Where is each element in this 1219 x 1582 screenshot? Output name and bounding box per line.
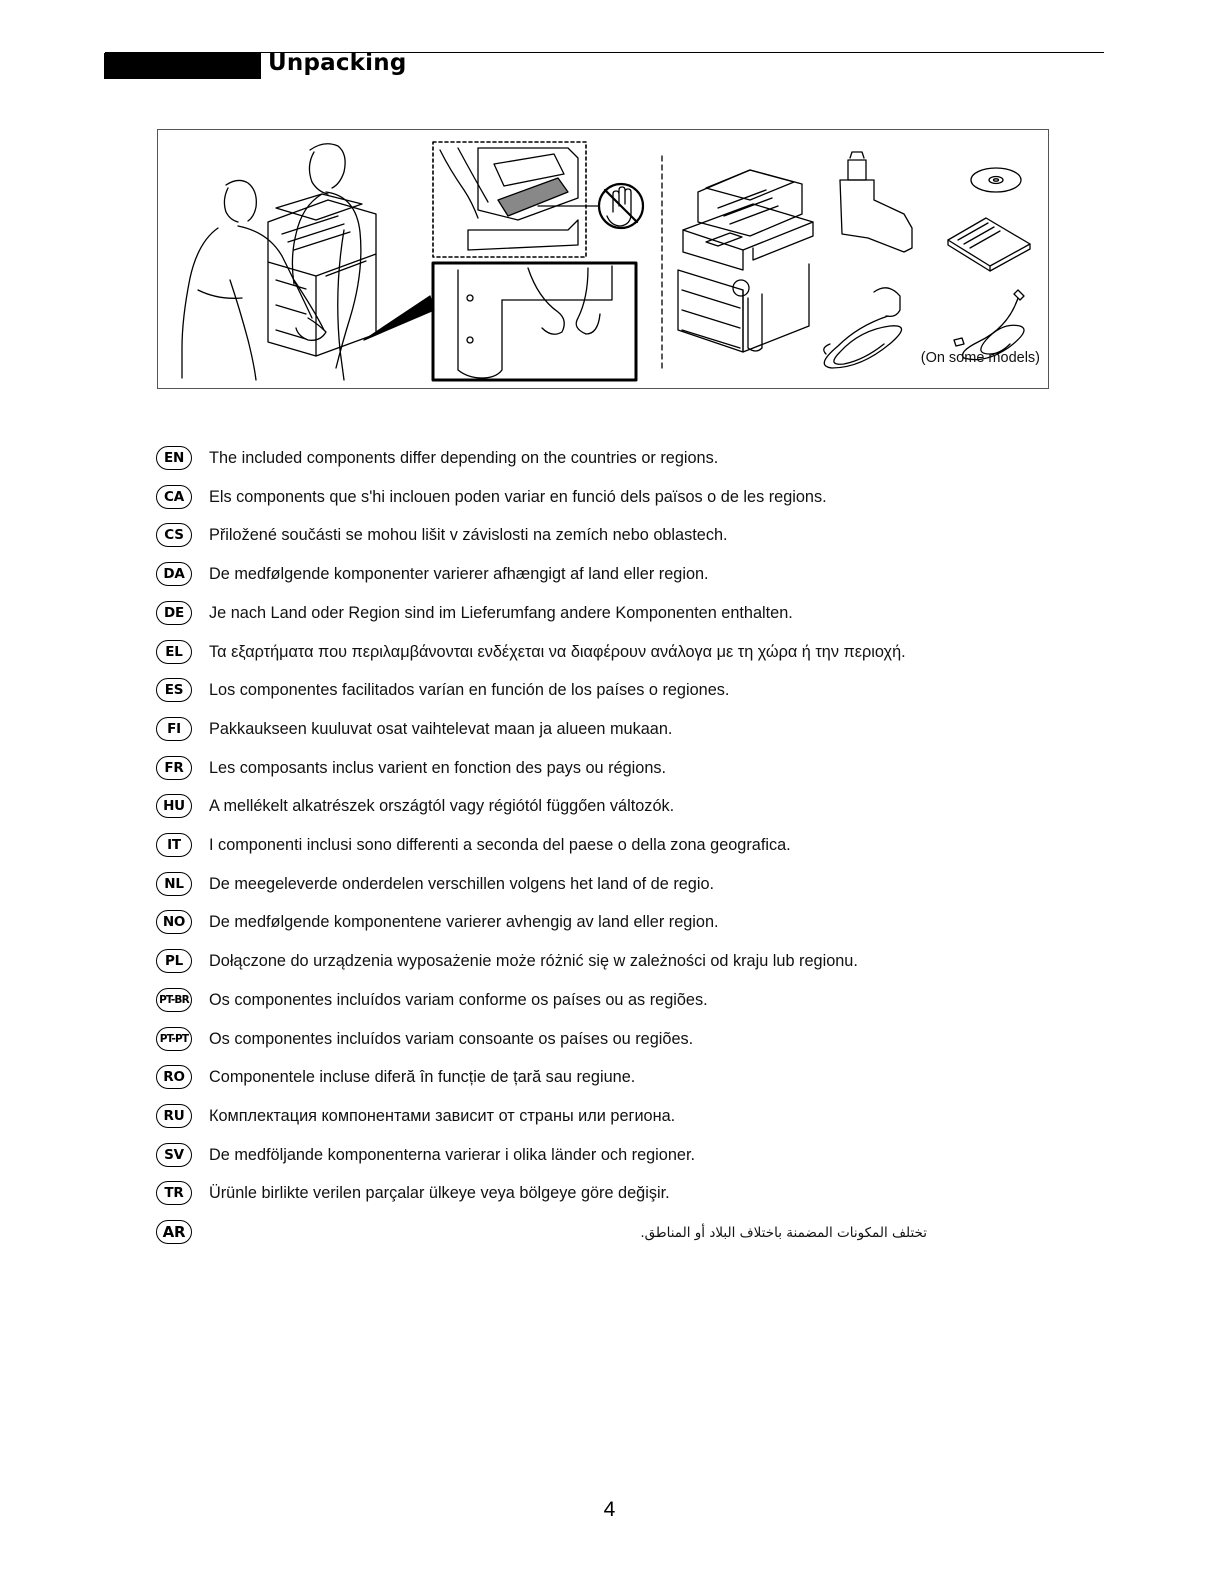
language-text-no: De medfølgende komponentene varierer avhengig av land eller region. — [209, 913, 719, 932]
language-text-ro: Componentele incluse diferă în funcție de țară sau regiune. — [209, 1068, 636, 1087]
unpacking-illustration — [158, 130, 1050, 390]
language-badge-nl: NL — [156, 872, 192, 896]
page-number: 4 — [603, 1498, 616, 1521]
language-row-es — [155, 676, 1115, 706]
language-badge-de: DE — [156, 601, 192, 625]
carry-handle-detail-icon — [458, 266, 612, 378]
language-text-pt-pt: Os componentes incluídos variam consoante os países ou regiões. — [209, 1029, 694, 1048]
language-text-nl: De meegeleverde onderdelen verschillen volgens het land of de regio. — [209, 874, 715, 893]
language-row-ru — [155, 1102, 1115, 1132]
language-badge-sv: SV — [156, 1143, 192, 1167]
cd-rom-icon — [971, 168, 1021, 192]
language-row-cs — [155, 521, 1115, 551]
language-badge-cs: CS — [156, 523, 192, 547]
language-badge-el: EL — [156, 640, 192, 664]
printer-icon — [678, 170, 813, 352]
language-text-pt-br: Os componentes incluídos variam conforme os países ou as regiões. — [209, 990, 708, 1009]
power-cord-icon — [824, 288, 902, 368]
language-badge-ro: RO — [156, 1065, 192, 1089]
language-text-ru: Комплектация компонентами зависит от страны или региона. — [209, 1106, 676, 1125]
language-badge-fr: FR — [156, 756, 192, 780]
language-text-hu: A mellékelt alkatrészek országtól vagy régiótól függően változók. — [209, 797, 675, 816]
language-row-sv — [155, 1141, 1115, 1171]
language-row-hu — [155, 792, 1115, 822]
language-text-da: De medfølgende komponenter varierer afhængigt af land eller region. — [209, 565, 709, 584]
language-text-ar: تختلف المكونات المضمنة باختلاف البلاد أو المناطق. — [640, 1225, 927, 1241]
language-row-en — [155, 444, 1115, 474]
language-badge-hu: HU — [156, 794, 192, 818]
language-text-sv: De medföljande komponenterna varierar i olika länder och regioner. — [209, 1145, 696, 1164]
language-badge-ar: AR — [156, 1220, 192, 1244]
language-badge-fi: FI — [156, 717, 192, 741]
language-badge-es: ES — [156, 678, 192, 702]
language-row-pt-pt — [155, 1025, 1115, 1055]
language-badge-ca: CA — [156, 485, 192, 509]
language-badge-ru: RU — [156, 1104, 192, 1128]
on-some-models-note: (On some models) — [920, 350, 1040, 366]
do-not-touch-icon — [599, 184, 643, 228]
language-text-cs: Přiložené součásti se mohou lišit v závislosti na zemích nebo oblastech. — [209, 526, 728, 545]
language-row-de — [155, 599, 1115, 629]
header-black-bar — [104, 53, 261, 79]
person-left-icon — [182, 180, 326, 380]
language-text-ca: Els components que s'hi inclouen poden variar en funció dels països o de les regions. — [209, 487, 827, 506]
language-row-nl — [155, 870, 1115, 900]
language-row-ca — [155, 483, 1115, 513]
language-badge-it: IT — [156, 833, 192, 857]
language-badge-pt-pt: PT-PT — [156, 1027, 192, 1051]
language-row-pt-br — [155, 986, 1115, 1016]
language-text-de: Je nach Land oder Region sind im Lieferumfang andere Komponenten enthalten. — [209, 603, 793, 622]
language-text-en: The included components differ depending on the countries or regions. — [209, 449, 719, 467]
language-row-ro — [155, 1063, 1115, 1093]
language-badge-en: EN — [156, 446, 192, 470]
language-text-fi: Pakkaukseen kuuluvat osat vaihtelevat maan ja alueen mukaan. — [209, 719, 673, 738]
language-row-fi — [155, 715, 1115, 745]
language-row-el — [155, 638, 1115, 668]
language-badge-pl: PL — [156, 949, 192, 973]
language-badge-tr: TR — [156, 1181, 192, 1205]
language-text-fr: Les composants inclus varient en fonction des pays ou régions. — [209, 758, 667, 777]
do-not-hold-detail-icon — [440, 148, 578, 250]
page-title: Unpacking — [268, 50, 407, 76]
language-row-pl — [155, 947, 1115, 977]
toner-container-icon — [840, 152, 912, 252]
language-row-no — [155, 908, 1115, 938]
language-row-it — [155, 831, 1115, 861]
language-row-fr — [155, 754, 1115, 784]
language-row-ar — [155, 1218, 1115, 1248]
manuals-icon — [948, 218, 1030, 271]
language-badge-no: NO — [156, 910, 192, 934]
unpacking-figure — [157, 129, 1049, 389]
language-text-es: Los componentes facilitados varían en función de los países o regiones. — [209, 681, 730, 700]
language-text-pl: Dołączone do urządzenia wyposażenie może różnić się w zależności od kraju lub regionu. — [209, 952, 858, 971]
person-right-icon — [292, 144, 360, 380]
language-text-it: I componenti inclusi sono differenti a seconda del paese o della zona geografica. — [209, 836, 791, 854]
language-text-el: Τα εξαρτήματα που περιλαμβάνονται ενδέχεται να διαφέρουν ανάλογα με τη χώρα ή την περιοχή. — [209, 642, 906, 661]
language-row-tr — [155, 1179, 1115, 1209]
language-badge-da: DA — [156, 562, 192, 586]
language-badge-pt-br: PT-BR — [156, 988, 192, 1012]
language-row-da — [155, 560, 1115, 590]
language-text-tr: Ürünle birlikte verilen parçalar ülkeye veya bölgeye göre değişir. — [209, 1184, 670, 1203]
